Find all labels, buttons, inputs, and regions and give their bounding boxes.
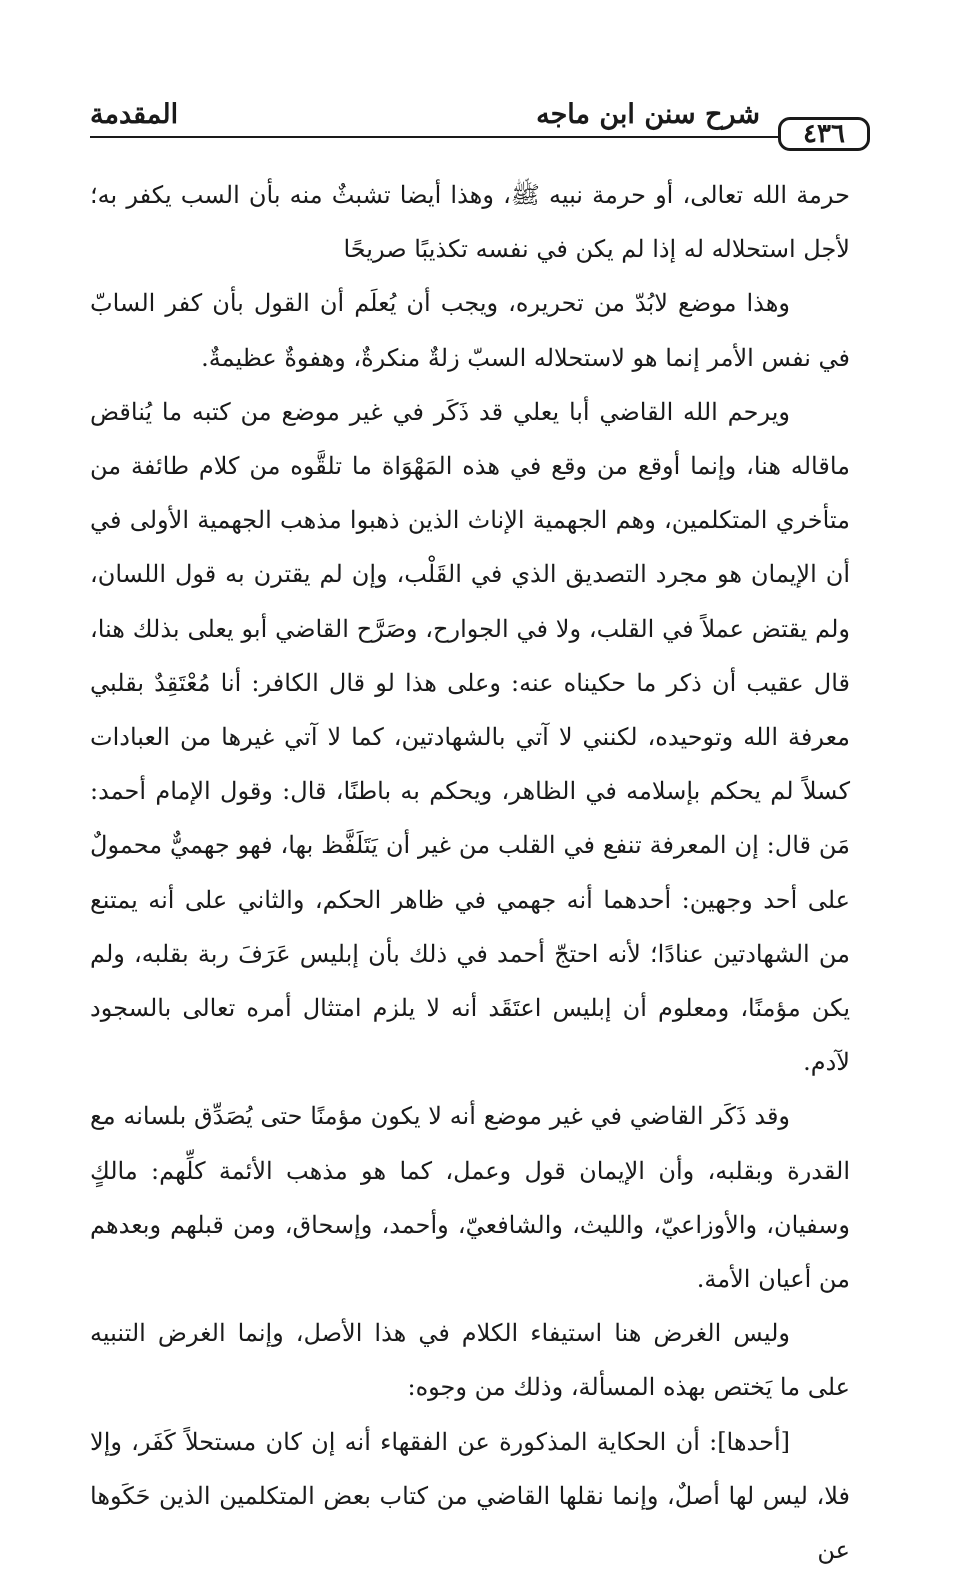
paragraph: ويرحم الله القاضي أبا يعلي قد ذَكَر في غير موضع من كتبه ما يُناقض ماقاله هنا، وإنما أوقع من وقع في هذه المَهْوَاة ما تلقَّوه من كلام طائفة من متأخري المتكلمين، وهم الجهمية الإناث الذين ذهبوا مذهب الجهمية الأولى في أن الإيمان هو مجرد التصديق الذي في القَلْب، وإن لم يقترن به قول اللسان، ولم يقتض عملاً في القلب، ولا في الجوارح، وصَرَّح القاضي أبو يعلى بذلك هنا، قال عقيب أن ذكر ما حكيناه عنه: وعلى هذا لو قال الكافر: أنا مُعْتَقِدٌ بقلبي معرفة الله وتوحيده، لكنني لا آتي بالشهادتين، كما لا آتي غيرها من العبادات كسلاً لم يحكم بإسلامه في الظاهر، ويحكم به باطنًا، قال: وقول الإمام أحمد: مَن قال: إن المعرفة تنفع في القلب من غير أن يَتَلَفَّظ بها، فهو جهميٌّ محمولٌ على أحد وجهين: أحدهما أنه جهمي في ظاهر الحكم، والثاني على أنه يمتنع من الشهادتين عنادًا؛ لأنه احتجّ أحمد في ذلك بأن إبليس عَرَفَ ربة بقلبه، ولم يكن مؤمنًا، ومعلوم أن إبليس اعتَقَد أنه لا يلزم امتثال أمره تعالى بالسجود لآدم. xyxy=(90,397,851,1077)
body-text xyxy=(90,168,850,1577)
section-title: المقدمة xyxy=(90,99,179,130)
paragraph: وقد ذَكَر القاضي في غير موضع أنه لا يكون مؤمنًا حتى يُصَدِّق بلسانه مع القدرة وبقلبه، وأن الإيمان قول وعمل، كما هو مذهب الأئمة كلِّهم: مالكٍ وسفيان، والأوزاعيّ، والليث، والشافعيّ، وأحمد، وإسحاق، ومن قبلهم وبعدهم من أعيان الأمة. xyxy=(90,1102,850,1294)
paragraph: [أحدها]: أن الحكاية المذكورة عن الفقهاء أنه إن كان مستحلاً كَفَر، وإلا فلا، ليس لها أصلٌ، وإنما نقلها القاضي من كتاب بعض المتكلمين الذين حَكَوها عن xyxy=(90,1427,850,1565)
page-number: ٤٣٦ xyxy=(778,117,870,151)
header-rule xyxy=(90,136,870,138)
paragraph: وليس الغرض هنا استيفاء الكلام في هذا الأصل، وإنما الغرض التنبيه على ما يَختص بهذه المسألة، وذلك من وجوه: xyxy=(90,1319,850,1402)
book-title: شرح سنن ابن ماجه xyxy=(536,99,760,130)
page-header xyxy=(90,95,870,155)
paragraph: حرمة الله تعالى، أو حرمة نبيه ﷺ، وهذا أيضا تشبثٌ منه بأن السب يكفر به؛ لأجل استحلاله له إذا لم يكن في نفسه تكذيبًا صريحًا xyxy=(90,181,850,264)
paragraph: وهذا موضع لابُدّ من تحريره، ويجب أن يُعلَم أن القول بأن كفر السابّ في نفس الأمر إنما هو لاستحلاله السبّ زلةٌ منكرةٌ، وهفوةٌ عظيمةٌ. xyxy=(90,289,850,372)
